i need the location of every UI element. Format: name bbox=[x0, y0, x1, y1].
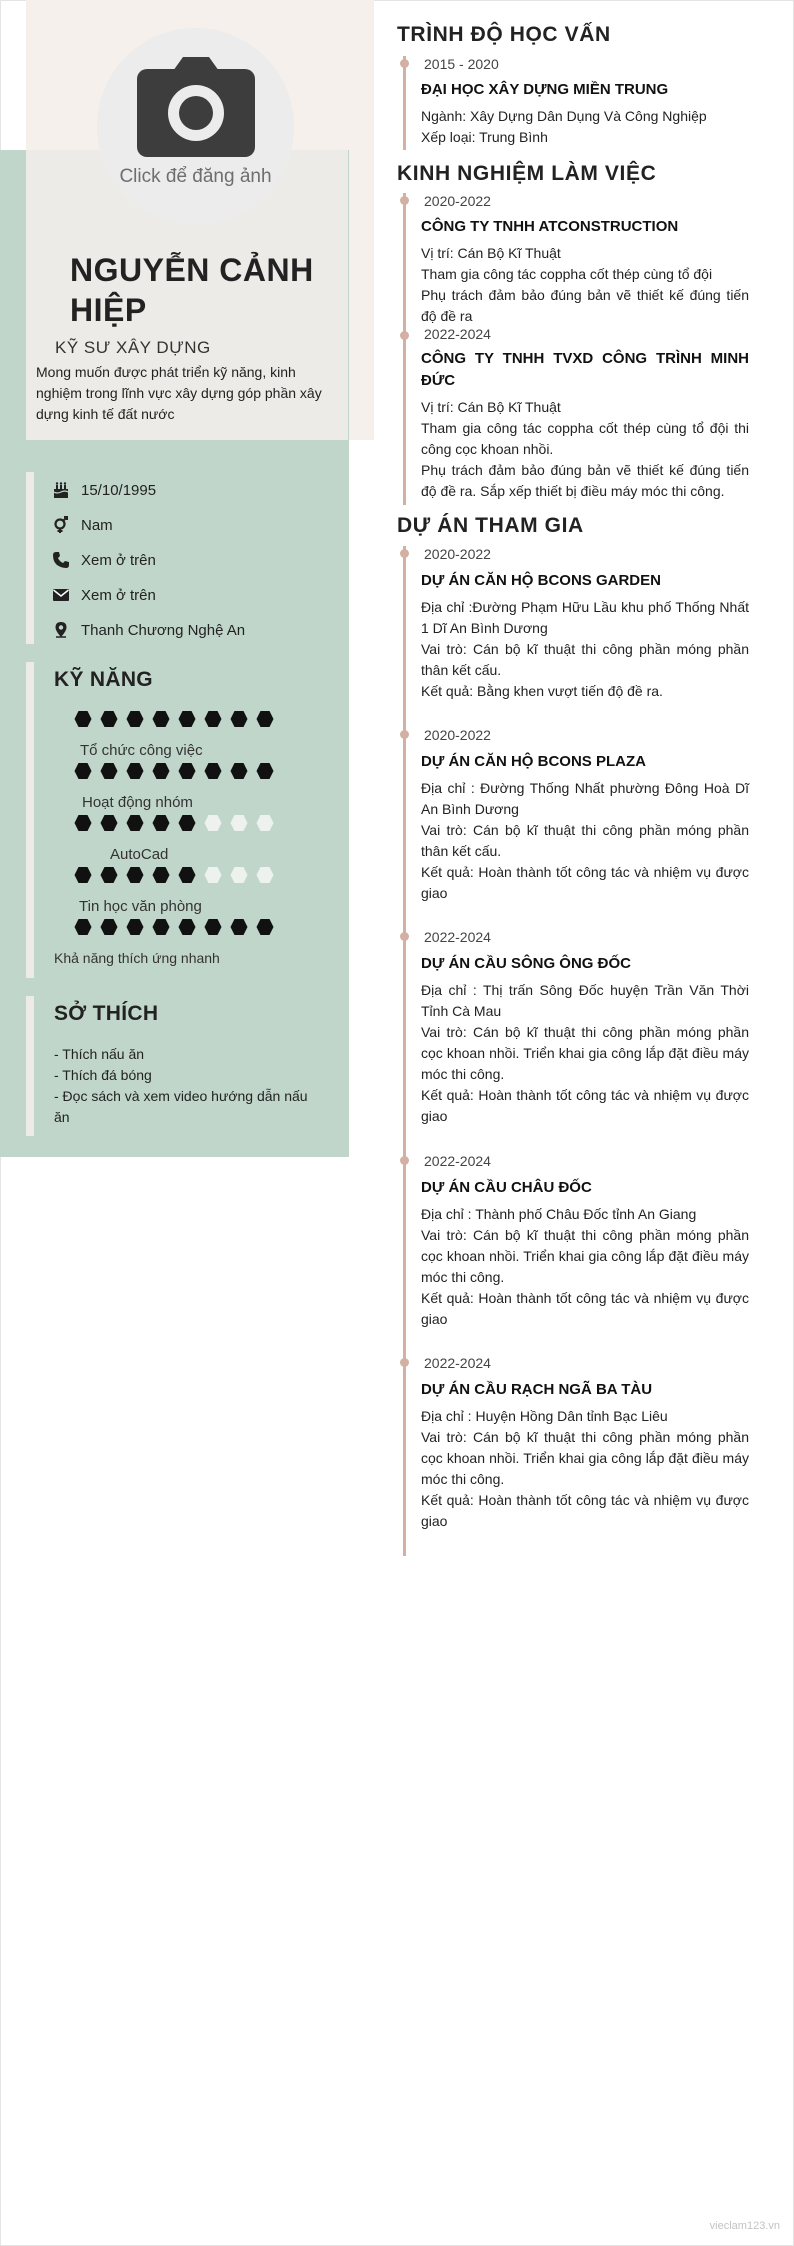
skills-title: KỸ NĂNG bbox=[54, 668, 153, 691]
timeline-dot bbox=[400, 932, 409, 941]
education-line: Ngành: Xây Dựng Dân Dụng Và Công Nghiệp bbox=[421, 108, 707, 124]
phone-text: Xem ở trên bbox=[81, 551, 156, 569]
rating-hexagon-filled bbox=[100, 710, 118, 728]
watermark: vieclam123.vn bbox=[709, 2220, 780, 2232]
name-line-2: HIỆP bbox=[70, 292, 147, 328]
education-line: Xếp loại: Trung Bình bbox=[421, 129, 548, 145]
timeline-dot bbox=[400, 331, 409, 340]
experience-line: Tham gia công tác coppha cốt thép cùng tổ đội bbox=[421, 266, 713, 282]
project-line: Kết quả: Bằng khen vượt tiến độ đề ra. bbox=[421, 683, 663, 699]
skill-rating bbox=[74, 710, 284, 730]
skill-rating bbox=[74, 918, 284, 938]
experience-line: Vị trí: Cán Bộ Kĩ Thuật bbox=[421, 399, 561, 415]
rating-hexagon-filled bbox=[152, 866, 170, 884]
project-date: 2020-2022 bbox=[424, 546, 491, 562]
rating-hexagon-filled bbox=[126, 866, 144, 884]
rating-hexagon-filled bbox=[152, 918, 170, 936]
skill-label: Tổ chức công việc bbox=[80, 742, 203, 759]
rating-hexagon-filled bbox=[230, 762, 248, 780]
experience-date: 2020-2022 bbox=[424, 193, 491, 209]
experience-company: CÔNG TY TNHH ATCONSTRUCTION bbox=[421, 218, 679, 235]
project-date: 2020-2022 bbox=[424, 727, 491, 743]
project-name: DỰ ÁN CẦU SÔNG ÔNG ĐỐC bbox=[421, 955, 631, 972]
rating-hexagon-empty bbox=[204, 814, 222, 832]
project-line: Vai trò: Cán bộ kĩ thuật thi công phần móng phần cọc khoan nhồi. Triển khai gia công lắp đặt điều máy móc thi công. bbox=[421, 1024, 749, 1082]
rating-hexagon-filled bbox=[100, 918, 118, 936]
timeline-dot bbox=[400, 730, 409, 739]
rating-hexagon-filled bbox=[256, 710, 274, 728]
skill-label: AutoCad bbox=[110, 846, 169, 863]
education-title: TRÌNH ĐỘ HỌC VẤN bbox=[397, 23, 611, 46]
hobby-item: - Thích đá bóng bbox=[54, 1067, 152, 1083]
full-name bbox=[70, 250, 330, 330]
project-line: Kết quả: Hoàn thành tốt công tác và nhiệm vụ được giao bbox=[421, 1492, 749, 1529]
location-pin-icon bbox=[52, 621, 70, 639]
project-details bbox=[421, 1204, 749, 1330]
timeline-dot bbox=[400, 1156, 409, 1165]
rating-hexagon-filled bbox=[178, 918, 196, 936]
project-line: Vai trò: Cán bộ kĩ thuật thi công phần móng phần cọc khoan nhồi. Triển khai gia công lắp đặt điều máy móc thi công. bbox=[421, 1429, 749, 1487]
experience-line: Tham gia công tác coppha cốt thép cùng tổ đội thi công cọc khoan nhồi. bbox=[421, 420, 749, 457]
rating-hexagon-filled bbox=[74, 814, 92, 832]
education-timeline bbox=[403, 56, 406, 150]
job-title: KỸ SƯ XÂY DỰNG bbox=[55, 338, 211, 357]
rating-hexagon-filled bbox=[256, 918, 274, 936]
project-line: Địa chỉ : Thành phố Châu Đốc tỉnh An Giang bbox=[421, 1206, 697, 1222]
section-accent-bar bbox=[26, 472, 34, 644]
timeline-dot bbox=[400, 549, 409, 558]
phone-row bbox=[52, 548, 156, 572]
skill-label: Hoạt động nhóm bbox=[82, 794, 193, 811]
rating-hexagon-empty bbox=[230, 866, 248, 884]
experience-line: Phụ trách đảm bảo đúng bản vẽ thiết kế đúng tiến độ đề ra. Sắp xếp thiết bị điều máy móc thi công. bbox=[421, 462, 749, 499]
rating-hexagon-filled bbox=[100, 866, 118, 884]
project-date: 2022-2024 bbox=[424, 1355, 491, 1371]
project-details bbox=[421, 980, 749, 1127]
rating-hexagon-filled bbox=[152, 710, 170, 728]
rating-hexagon-filled bbox=[100, 814, 118, 832]
project-details bbox=[421, 1406, 749, 1532]
skill-note: Khả năng thích ứng nhanh bbox=[54, 950, 220, 966]
hobby-item: - Thích nấu ăn bbox=[54, 1046, 145, 1062]
projects-timeline bbox=[403, 546, 406, 1556]
project-name: DỰ ÁN CẦU CHÂU ĐỐC bbox=[421, 1179, 592, 1196]
rating-hexagon-filled bbox=[178, 762, 196, 780]
rating-hexagon-filled bbox=[126, 710, 144, 728]
education-school: ĐẠI HỌC XÂY DỰNG MIỀN TRUNG bbox=[421, 81, 669, 98]
project-line: Vai trò: Cán bộ kĩ thuật thi công phần móng phần thân kết cấu. bbox=[421, 641, 749, 678]
rating-hexagon-filled bbox=[178, 814, 196, 832]
projects-title: DỰ ÁN THAM GIA bbox=[397, 514, 584, 537]
name-line-1: NGUYỄN CẢNH bbox=[70, 252, 314, 288]
project-name: DỰ ÁN CĂN HỘ BCONS PLAZA bbox=[421, 753, 646, 770]
rating-hexagon-empty bbox=[256, 814, 274, 832]
project-line: Vai trò: Cán bộ kĩ thuật thi công phần móng phần cọc khoan nhồi. Triển khai gia công lắp đặt điều máy móc thi công. bbox=[421, 1227, 749, 1285]
project-line: Kết quả: Hoàn thành tốt công tác và nhiệm vụ được giao bbox=[421, 1087, 749, 1124]
skills-section bbox=[26, 662, 334, 978]
camera-icon[interactable] bbox=[137, 55, 255, 160]
skill-label: Tin học văn phòng bbox=[79, 898, 202, 915]
project-line: Địa chỉ : Đường Thống Nhất phường Đông Hoà Dĩ An Bình Dương bbox=[421, 780, 749, 817]
experience-timeline bbox=[403, 193, 406, 505]
hobby-item: - Đọc sách và xem video hướng dẫn nấu bbox=[54, 1088, 308, 1104]
skill-rating bbox=[74, 814, 284, 834]
project-line: Địa chỉ : Huyện Hồng Dân tỉnh Bạc Liêu bbox=[421, 1408, 668, 1424]
phone-icon bbox=[52, 551, 70, 569]
experience-title: KINH NGHIỆM LÀM VIỆC bbox=[397, 162, 657, 185]
experience-details bbox=[421, 243, 749, 327]
project-date: 2022-2024 bbox=[424, 929, 491, 945]
skill-rating bbox=[74, 866, 284, 886]
experience-date: 2022-2024 bbox=[424, 326, 491, 342]
project-details bbox=[421, 597, 749, 702]
rating-hexagon-filled bbox=[256, 762, 274, 780]
education-details bbox=[421, 106, 749, 148]
career-objective: Mong muốn được phát triển kỹ năng, kinh nghiệm trong lĩnh vực xây dựng góp phần xây dựng kinh tế đất nước bbox=[36, 364, 322, 422]
timeline-dot bbox=[400, 196, 409, 205]
email-icon bbox=[52, 586, 70, 604]
rating-hexagon-filled bbox=[126, 762, 144, 780]
birthday-row bbox=[52, 478, 156, 502]
email-text: Xem ở trên bbox=[81, 586, 156, 604]
experience-details bbox=[421, 397, 749, 502]
skill-rating bbox=[74, 762, 284, 782]
rating-hexagon-empty bbox=[230, 814, 248, 832]
rating-hexagon-filled bbox=[204, 918, 222, 936]
avatar-caption[interactable]: Click để đăng ảnh bbox=[119, 166, 272, 187]
education-date: 2015 - 2020 bbox=[424, 56, 499, 72]
rating-hexagon-filled bbox=[126, 918, 144, 936]
project-date: 2022-2024 bbox=[424, 1153, 491, 1169]
timeline-dot bbox=[400, 1358, 409, 1367]
rating-hexagon-filled bbox=[204, 762, 222, 780]
hobbies-section bbox=[26, 996, 334, 1136]
birthday-text: 15/10/1995 bbox=[81, 481, 157, 499]
rating-hexagon-filled bbox=[74, 710, 92, 728]
contact-section bbox=[26, 472, 334, 644]
rating-hexagon-filled bbox=[74, 866, 92, 884]
gender-icon bbox=[52, 516, 70, 534]
project-line: Kết quả: Hoàn thành tốt công tác và nhiệm vụ được giao bbox=[421, 1290, 749, 1327]
rating-hexagon-filled bbox=[152, 762, 170, 780]
project-line: Vai trò: Cán bộ kĩ thuật thi công phần móng phần thân kết cấu. bbox=[421, 822, 749, 859]
experience-company: CÔNG TY TNHH TVXD CÔNG TRÌNH MINH ĐỨC bbox=[421, 350, 749, 389]
rating-hexagon-empty bbox=[256, 866, 274, 884]
rating-hexagon-filled bbox=[230, 918, 248, 936]
project-name: DỰ ÁN CẦU RẠCH NGÃ BA TÀU bbox=[421, 1381, 653, 1398]
project-details bbox=[421, 778, 749, 904]
timeline-dot bbox=[400, 59, 409, 68]
section-accent-bar bbox=[26, 996, 34, 1136]
rating-hexagon-filled bbox=[74, 918, 92, 936]
location-text: Thanh Chương Nghệ An bbox=[81, 621, 246, 639]
gender-text: Nam bbox=[81, 516, 113, 534]
hobbies-title: SỞ THÍCH bbox=[54, 1002, 159, 1025]
rating-hexagon-filled bbox=[178, 710, 196, 728]
rating-hexagon-filled bbox=[178, 866, 196, 884]
rating-hexagon-filled bbox=[100, 762, 118, 780]
rating-hexagon-filled bbox=[74, 762, 92, 780]
project-line: Địa chỉ : Thị trấn Sông Đốc huyện Trần Văn Thời Tỉnh Cà Mau bbox=[421, 982, 749, 1019]
experience-line: Vị trí: Cán Bộ Kĩ Thuật bbox=[421, 245, 561, 261]
email-row bbox=[52, 583, 156, 607]
project-line: Kết quả: Hoàn thành tốt công tác và nhiệm vụ được giao bbox=[421, 864, 749, 901]
project-line: Địa chỉ :Đường Phạm Hữu Lầu khu phố Thống Nhất 1 Dĩ An Bình Dương bbox=[421, 599, 749, 636]
rating-hexagon-filled bbox=[126, 814, 144, 832]
rating-hexagon-empty bbox=[204, 866, 222, 884]
rating-hexagon-filled bbox=[152, 814, 170, 832]
experience-line: Phụ trách đảm bảo đúng bản vẽ thiết kế đúng tiến độ đề ra bbox=[421, 287, 749, 324]
rating-hexagon-filled bbox=[230, 710, 248, 728]
rating-hexagon-filled bbox=[204, 710, 222, 728]
section-accent-bar bbox=[26, 662, 34, 978]
birthday-cake-icon bbox=[52, 481, 70, 499]
hobby-item: ăn bbox=[54, 1109, 70, 1125]
gender-row bbox=[52, 513, 113, 537]
project-name: DỰ ÁN CĂN HỘ BCONS GARDEN bbox=[421, 572, 661, 589]
location-row bbox=[52, 618, 245, 642]
